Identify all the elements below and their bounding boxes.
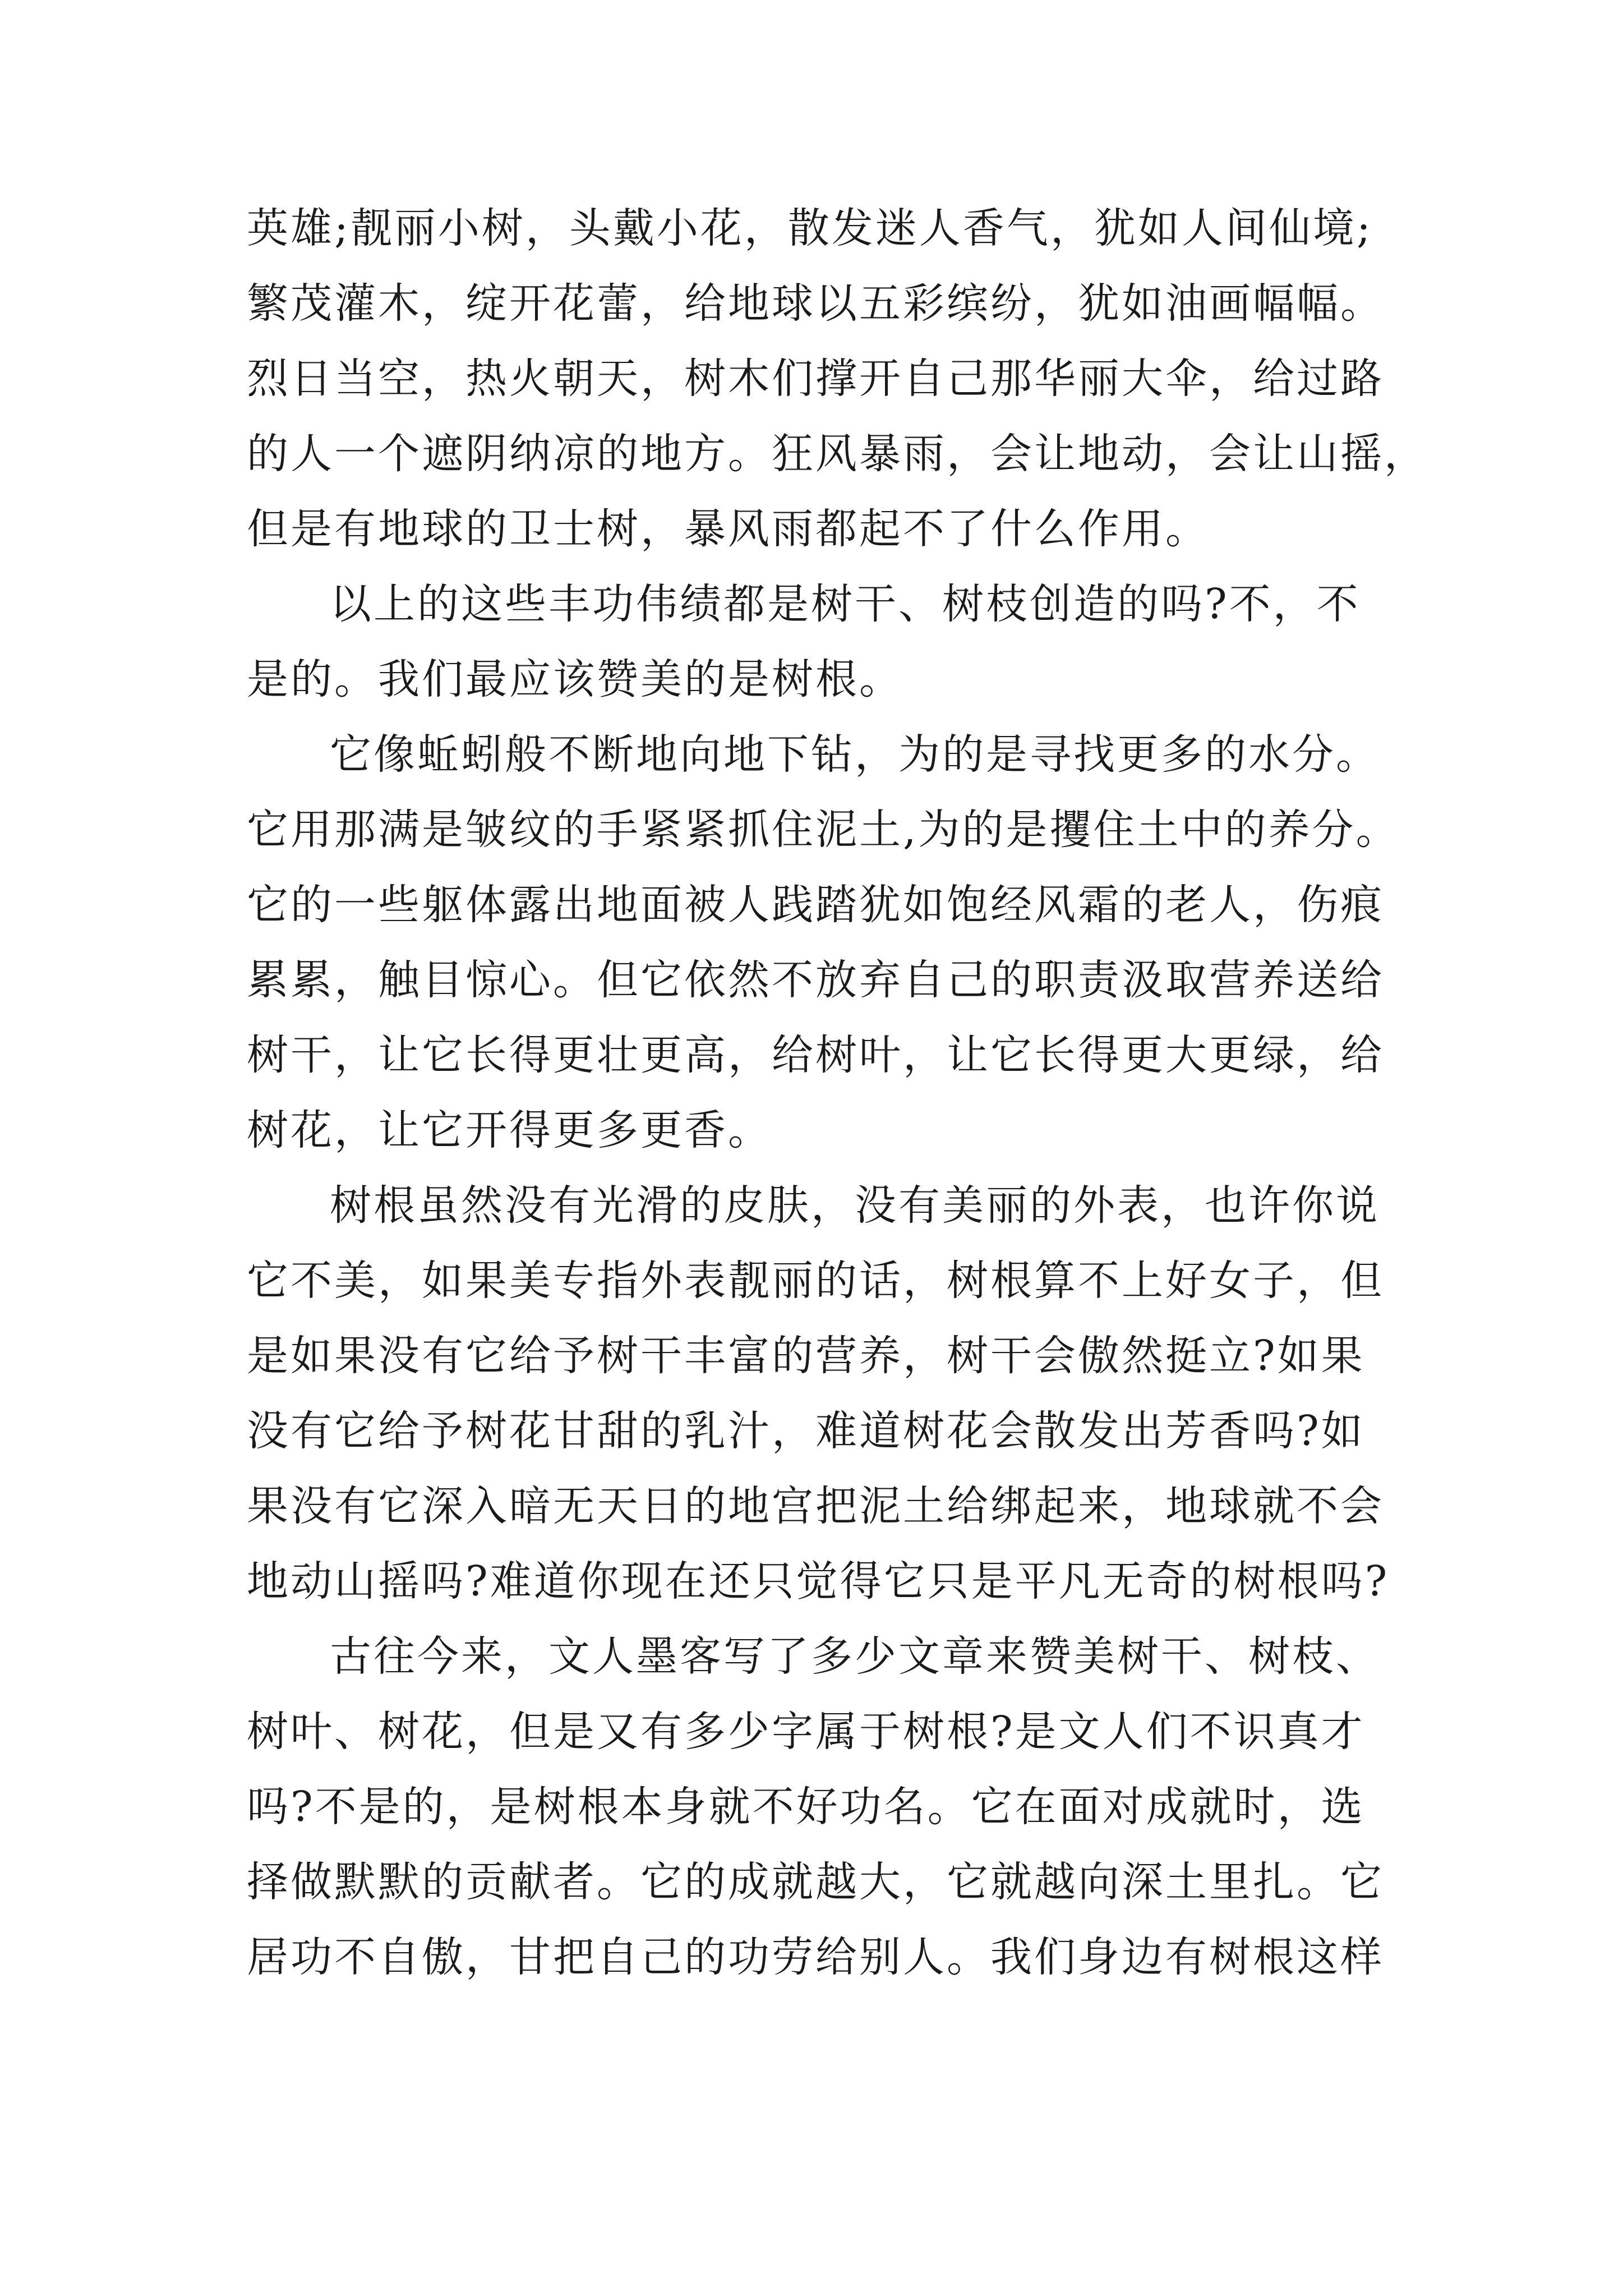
- text-line: 它用那满是皱纹的手紧紧抓住泥土,为的是攫住土中的养分。: [247, 806, 1400, 854]
- text-line: 树叶、树花，但是又有多少字属于树根?是文人们不识真才: [247, 1708, 1365, 1756]
- text-line: 择做默默的贡献者。它的成就越大，它就越向深土里扎。它: [247, 1858, 1384, 1906]
- paragraph-first-line: 树根虽然没有光滑的皮肤，没有美丽的外表，也许你说: [330, 1181, 1380, 1230]
- text-line: 累累，触目惊心。但它依然不放弃自己的职责汲取营养送给: [247, 956, 1384, 1004]
- paragraph-first-line: 它像蚯蚓般不断地向地下钻，为的是寻找更多的水分。: [330, 730, 1380, 779]
- text-line: 但是有地球的卫士树，暴风雨都起不了什么作用。: [247, 505, 1209, 553]
- text-line: 吗?不是的，是树根本身就不好功名。它在面对成就时，选: [247, 1783, 1365, 1831]
- text-line: 地动山摇吗?难道你现在还只觉得它只是平凡无奇的树根吗?: [247, 1557, 1390, 1605]
- paragraph-first-line: 古往今来，文人墨客写了多少文章来赞美树干、树枝、: [330, 1632, 1380, 1681]
- text-line: 是的。我们最应该赞美的是树根。: [247, 655, 903, 703]
- text-line: 没有它给予树花甘甜的乳汁，难道树花会散发出芳香吗?如: [247, 1407, 1365, 1455]
- text-line: 它的一些躯体露出地面被人践踏犹如饱经风霜的老人，伤痕: [247, 881, 1384, 929]
- text-line: 繁茂灌木，绽开花蕾，给地球以五彩缤纷，犹如油画幅幅。: [247, 279, 1384, 328]
- essay-body: [247, 191, 1428, 1995]
- text-line: 树花，让它开得更多更香。: [247, 1106, 772, 1154]
- text-line: 树干，让它长得更壮更高，给树叶，让它长得更大更绿，给: [247, 1031, 1384, 1079]
- text-line: 果没有它深入暗无天日的地宫把泥土给绑起来，地球就不会: [247, 1482, 1384, 1530]
- text-line: 烈日当空，热火朝天，树木们撑开自己那华丽大伞，给过路: [247, 355, 1384, 403]
- text-line: 居功不自傲，甘把自己的功劳给别人。我们身边有树根这样: [247, 1933, 1384, 1981]
- text-line: 它不美，如果美专指外表靓丽的话，树根算不上好女子，但: [247, 1257, 1384, 1305]
- text-line: 英雄;靓丽小树，头戴小花，散发迷人香气，犹如人间仙境;: [247, 204, 1373, 252]
- text-line: 的人一个遮阴纳凉的地方。狂风暴雨，会让地动，会让山摇，: [247, 430, 1428, 478]
- paragraph-first-line: 以上的这些丰功伟绩都是树干、树枝创造的吗?不，不: [330, 580, 1361, 628]
- text-line: 是如果没有它给予树干丰富的营养，树干会傲然挺立?如果: [247, 1332, 1365, 1380]
